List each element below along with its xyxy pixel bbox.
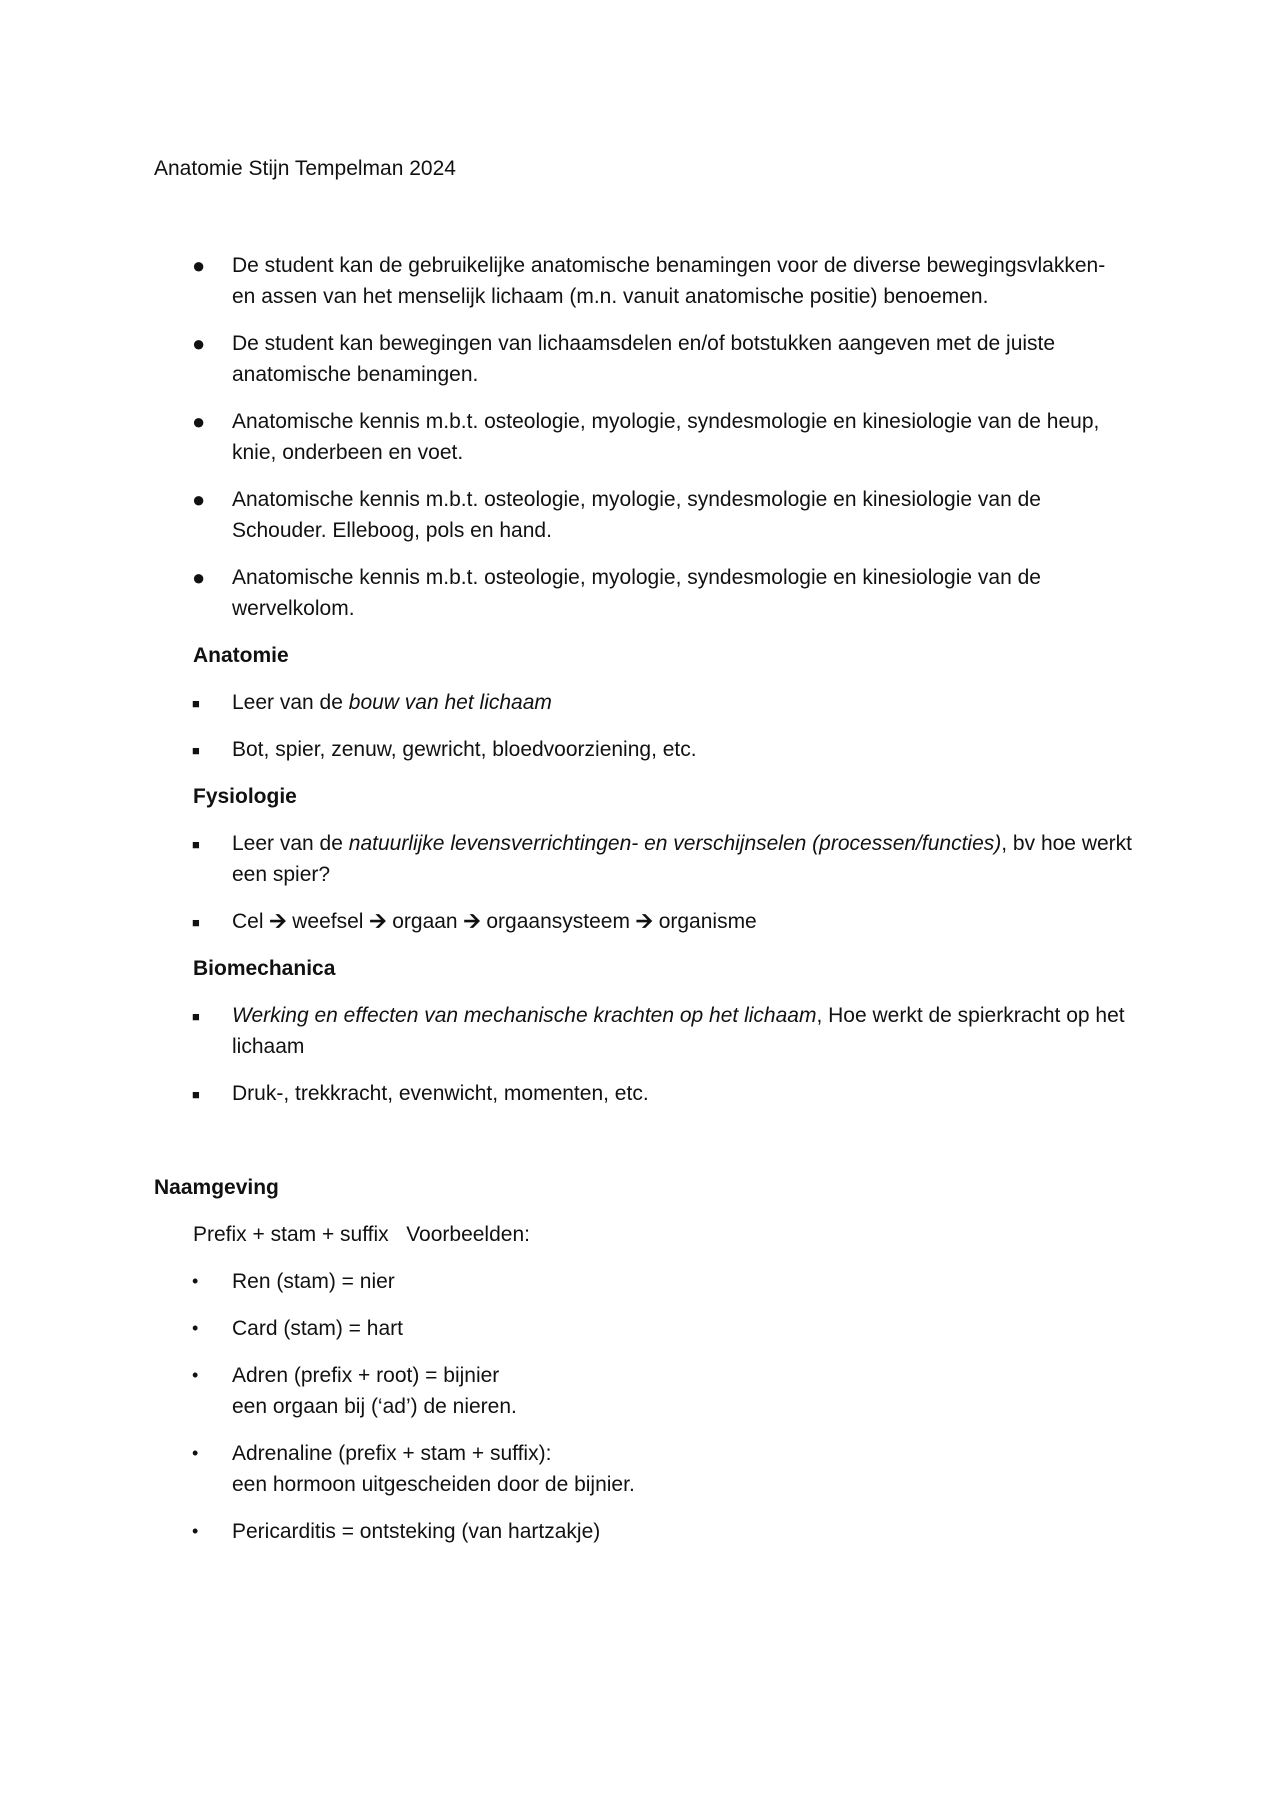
anatomie-heading: Anatomie <box>193 644 289 667</box>
naamgeving-item-line: Ren (stam) = nier <box>232 1270 395 1293</box>
bullet-dot-icon: • <box>192 1365 199 1385</box>
bullet-dot-icon: ● <box>192 565 206 590</box>
naamgeving-item <box>154 1266 1132 1297</box>
biomechanica-item-text-suffix: , Hoe werkt de spierkracht op het lichaam <box>232 1004 1125 1058</box>
bullet-dot-icon: ● <box>192 331 206 356</box>
biomechanica-item <box>154 1000 1132 1062</box>
document-title: Anatomie Stijn Tempelman 2024 <box>154 157 456 180</box>
objective-text: De student kan de gebruikelijke anatomische benamingen voor de diverse bewegingsvlakken- en assen van het menselijk lichaam (m.n. vanuit anatomische positie) benoemen. <box>232 254 1106 308</box>
objective-item <box>154 328 1132 390</box>
objective-text: Anatomische kennis m.b.t. osteologie, myologie, syndesmologie en kinesiologie van de heup, knie, onderbeen en voet. <box>232 410 1100 464</box>
objective-item <box>154 406 1132 468</box>
bullet-dot-icon: ● <box>192 487 206 512</box>
fysiologie-heading: Fysiologie <box>193 785 297 808</box>
spacer <box>154 1125 1280 1172</box>
chain-step: orgaan <box>392 910 458 933</box>
fysiologie-item <box>154 828 1132 890</box>
objective-item <box>154 484 1132 546</box>
bullet-dot-icon: • <box>192 1521 199 1541</box>
arrow-right-icon: 🡪 <box>463 910 481 933</box>
naamgeving-item-explanation: een hormoon uitgescheiden door de bijnier. <box>232 1473 635 1496</box>
bullet-dot-icon: ● <box>192 409 206 434</box>
arrow-right-icon: 🡪 <box>369 910 387 933</box>
bullet-square-icon: ■ <box>192 837 200 852</box>
objective-text: Anatomische kennis m.b.t. osteologie, myologie, syndesmologie en kinesiologie van de Schouder. Elleboog, pols en hand. <box>232 488 1041 542</box>
anatomie-item-text-emphasis: bouw van het lichaam <box>348 691 552 714</box>
arrow-right-icon: 🡪 <box>269 910 287 933</box>
bullet-square-icon: ■ <box>192 915 200 930</box>
fysiologie-item-text-suffix: , bv hoe werkt een spier? <box>232 832 1132 886</box>
naamgeving-item-line: Adren (prefix + root) = bijnier <box>232 1364 500 1387</box>
naamgeving-item-line: Adrenaline (prefix + stam + suffix): <box>232 1442 552 1465</box>
objective-text: De student kan bewegingen van lichaamsdelen en/of botstukken aangeven met de juiste anatomische benamingen. <box>232 332 1056 386</box>
bullet-dot-icon: ● <box>192 253 206 278</box>
naamgeving-item-line: Card (stam) = hart <box>232 1317 403 1340</box>
bullet-square-icon: ■ <box>192 696 200 711</box>
fysiologie-item-text-emphasis: natuurlijke levensverrichtingen- en verschijnselen (processen/functies) <box>348 832 1002 855</box>
chain-step: orgaansysteem <box>486 910 630 933</box>
chain-step: Cel <box>232 910 264 933</box>
anatomie-item <box>154 734 1132 765</box>
anatomie-item-text: Bot, spier, zenuw, gewricht, bloedvoorziening, etc. <box>232 738 697 761</box>
naamgeving-item-explanation: een orgaan bij (‘ad’) de nieren. <box>232 1395 517 1418</box>
arrow-right-icon: 🡪 <box>635 910 653 933</box>
biomechanica-item <box>154 1078 1132 1109</box>
bullet-square-icon: ■ <box>192 1009 200 1024</box>
naamgeving-item <box>154 1438 1132 1500</box>
bullet-square-icon: ■ <box>192 1087 200 1102</box>
naamgeving-item-line: Pericarditis = ontsteking (van hartzakje) <box>232 1520 601 1543</box>
fysiologie-item-text-prefix: Leer van de <box>232 832 349 855</box>
anatomie-item <box>154 687 1132 718</box>
naamgeving-heading: Naamgeving <box>154 1176 279 1199</box>
objective-item <box>154 250 1132 312</box>
naamgeving-item <box>154 1516 1132 1547</box>
learning-objectives-list <box>154 250 1280 624</box>
bullet-dot-icon: • <box>192 1271 199 1291</box>
objective-item <box>154 562 1132 624</box>
anatomie-item-text-prefix: Leer van de <box>232 691 349 714</box>
bullet-dot-icon: • <box>192 1318 199 1338</box>
bullet-square-icon: ■ <box>192 743 200 758</box>
chain-step: weefsel <box>292 910 364 933</box>
naamgeving-intro: Prefix + stam + suffix Voorbeelden: <box>193 1223 530 1246</box>
fysiologie-chain-item <box>154 906 1132 937</box>
bullet-dot-icon: • <box>192 1443 199 1463</box>
objective-text: Anatomische kennis m.b.t. osteologie, myologie, syndesmologie en kinesiologie van de wervelkolom. <box>232 566 1041 620</box>
biomechanica-heading: Biomechanica <box>193 957 336 980</box>
biomechanica-item-text-emphasis: Werking en effecten van mechanische krachten op het lichaam <box>232 1004 817 1027</box>
naamgeving-item <box>154 1313 1132 1344</box>
biomechanica-item-text: Druk-, trekkracht, evenwicht, momenten, etc. <box>232 1082 649 1105</box>
chain-step: organisme <box>658 910 757 933</box>
naamgeving-item <box>154 1360 1132 1422</box>
